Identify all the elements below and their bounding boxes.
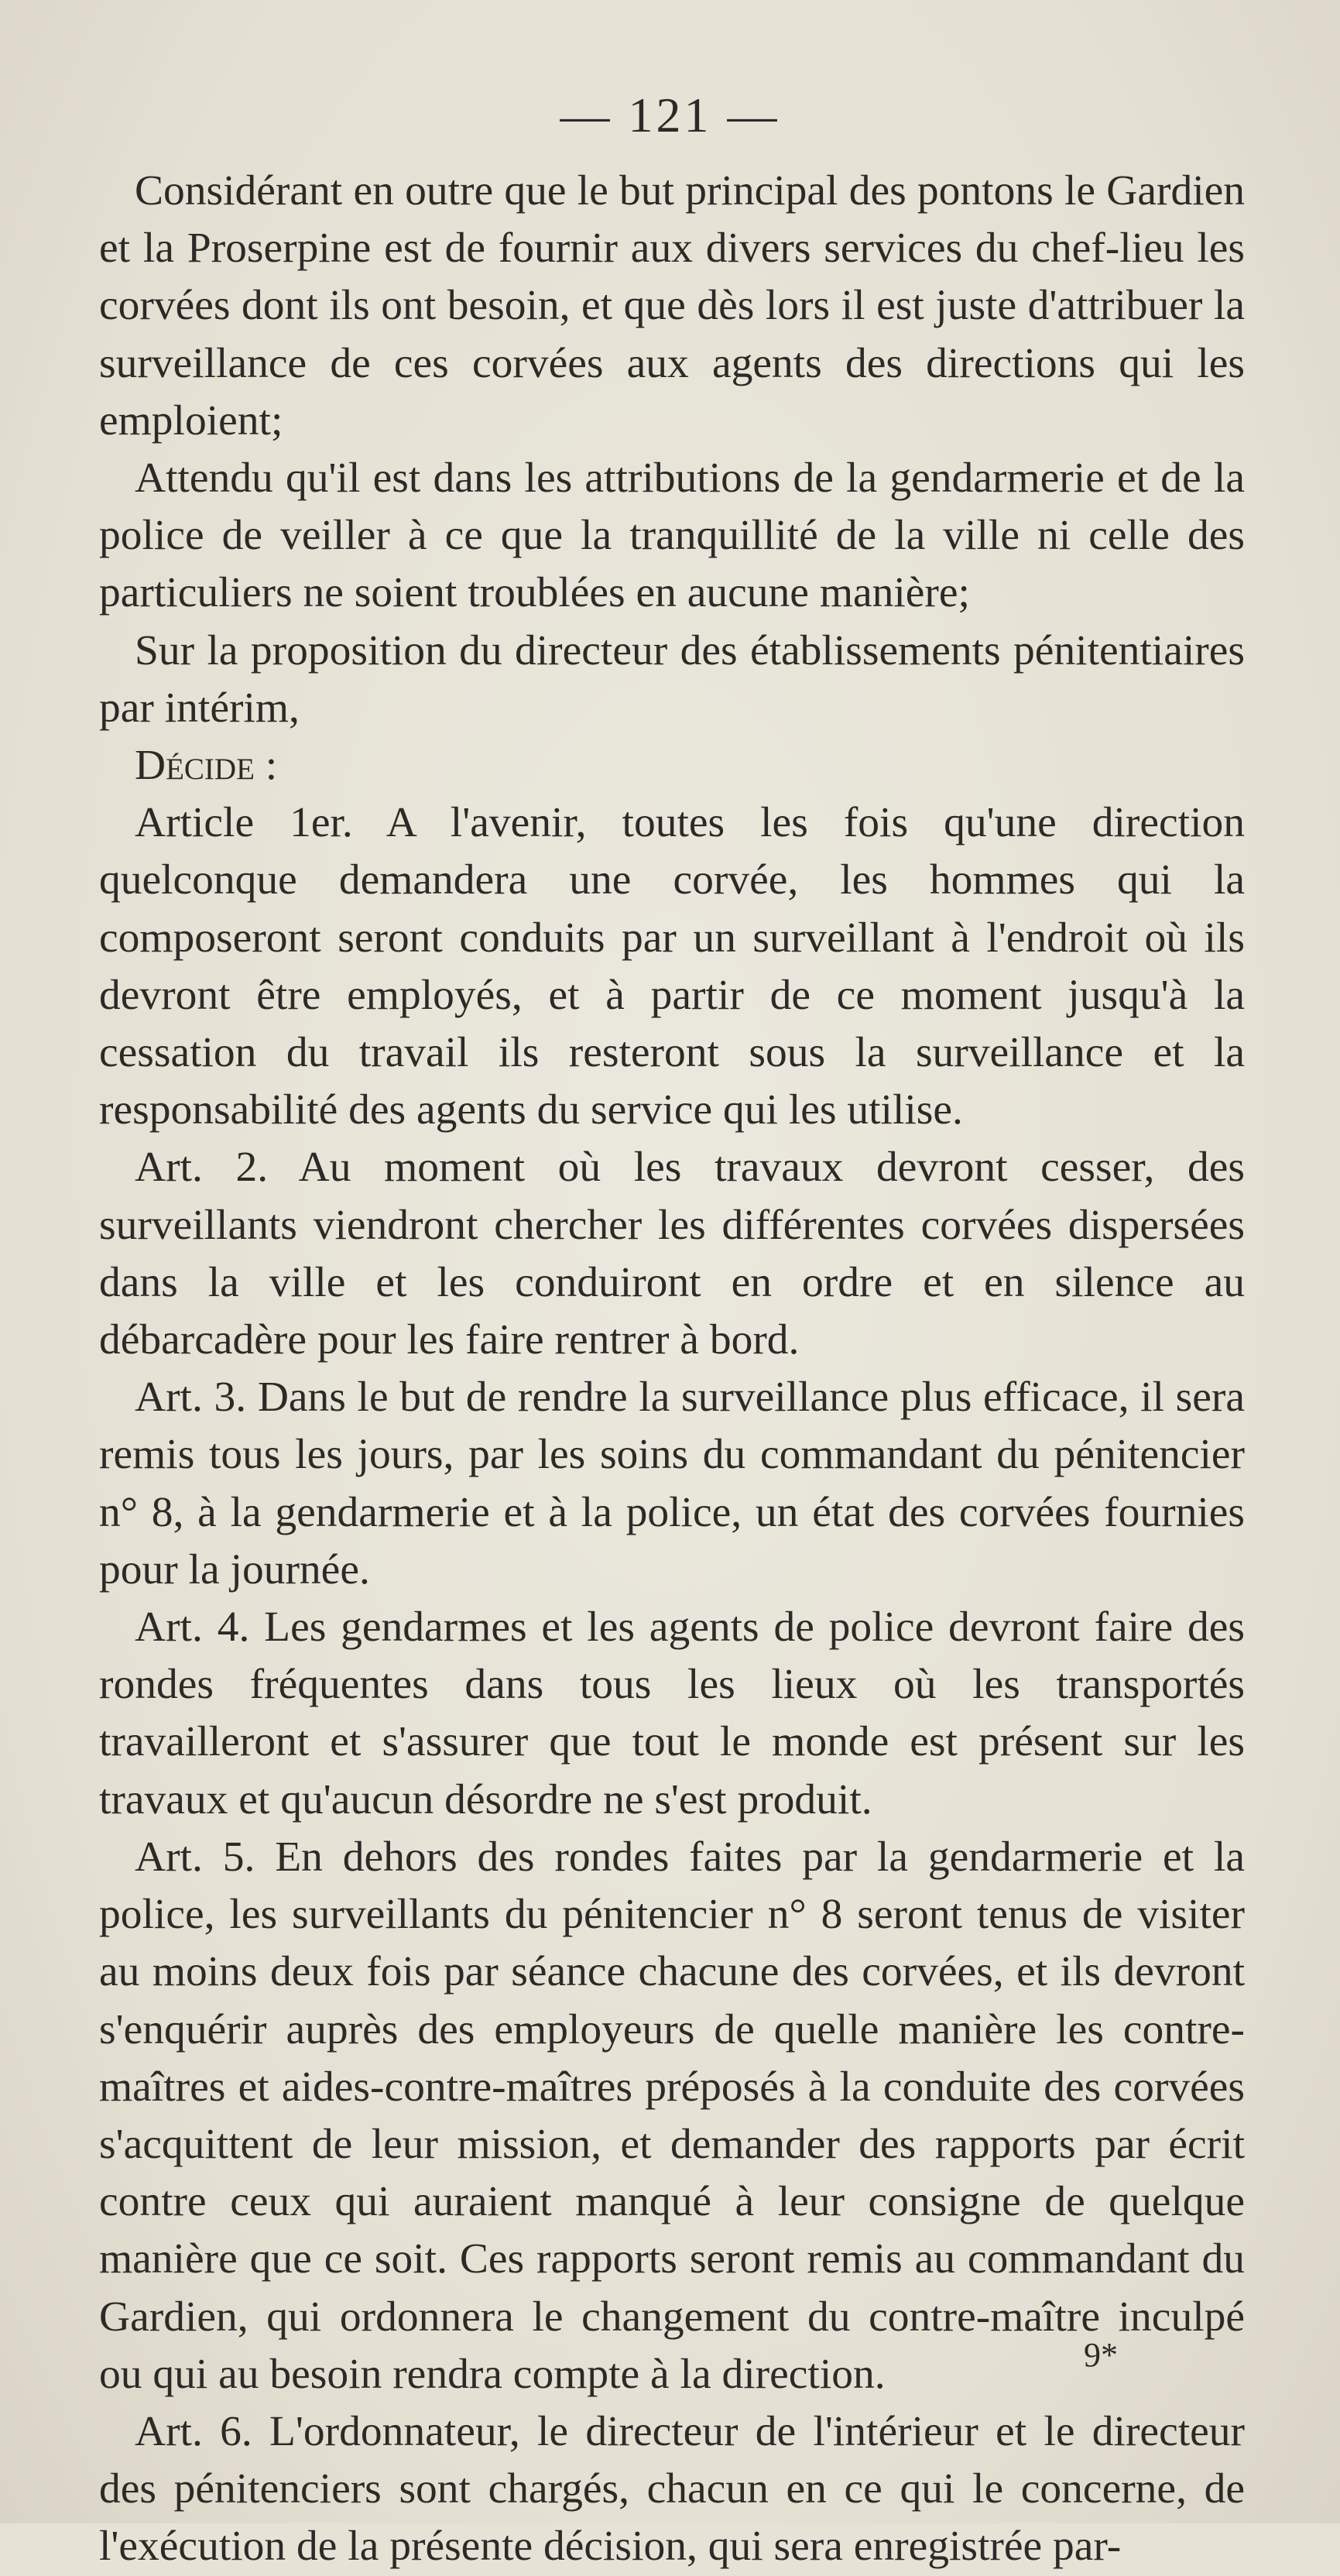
paragraph-article-2: Art. 2. Au moment où les travaux devront cesser, des surveillants viendront chercher les différentes corvées dispersées dans la ville et les conduiront en ordre et en silence au débarcadère pour les faire rentrer à bord. bbox=[99, 1144, 1245, 1364]
paragraph-proposition: Sur la proposition du directeur des établissements pénitentiaires par intérim, bbox=[99, 626, 1245, 732]
paragraph-article-4: Art. 4. Les gendarmes et les agents de police devront faire des rondes fréquentes dans tous les lieux où les transportés travailleront et s'assurer que tout le monde est présent sur les travaux et qu'aucun désordre ne s'est produit. bbox=[99, 1604, 1245, 1823]
paragraph-article-1: Article 1er. A l'avenir, toutes les fois qu'une direction quelconque demandera une corvée, les hommes qui la composeront seront conduits par un surveillant à l'endroit où ils devront être employés, et à partir de ce moment jusqu'à la cessation du travail ils resteront sous la surveillance et la responsabilité des agents du service qui les utilise. bbox=[99, 799, 1245, 1134]
paragraph-considerant: Considérant en outre que le but principal des pontons le Gardien et la Proserpine est de fournir aux divers services du chef-lieu les corvées dont ils ont besoin, et que dès lors il est juste d'attribuer la surveillance de ces corvées aux agents des directions qui les emploient; bbox=[99, 167, 1245, 444]
paragraph-article-6: Art. 6. L'ordonnateur, le directeur de l'intérieur et le directeur des pénitenciers sont chargés, chacun en ce qui le concerne, de l'exécution de la présente décision, qui sera enregistrée par- bbox=[99, 2407, 1245, 2571]
paragraph-attendu: Attendu qu'il est dans les attributions de la gendarmerie et de la police de veiller à ce que la tranquillité de la ville ni celle des particuliers ne soient troublées en aucune manière; bbox=[99, 454, 1245, 617]
paragraph-article-5: Art. 5. En dehors des rondes faites par la gendarmerie et la police, les surveillants du pénitencier n° 8 seront tenus de visiter au moins deux fois par séance chacune des corvées, et ils devront s'enquérir auprès des employeurs de quelle manière les contre-maîtres et aides-contre-maîtres préposés à la conduite des corvées s'acquittent de leur mission, et demander des rapports par écrit contre ceux qui auraient manqué à leur consigne de quelque manière que ce soit. Ces rapports seront remis au commandant du Gardien, qui ordonnera le changement du contre-maître inculpé ou qui au besoin rendra compte à la direction. bbox=[99, 1833, 1245, 2398]
paragraph-decide: Décide : bbox=[135, 742, 278, 790]
page-number: — 121 — bbox=[560, 87, 780, 142]
paragraph-article-3: Art. 3. Dans le but de rendre la surveillance plus efficace, il sera remis tous les jours, par les soins du commandant du pénitencier n° 8, à la gendarmerie et à la police, un état des corvées fournies pour la journée. bbox=[99, 1374, 1245, 1593]
document-body bbox=[99, 163, 1245, 2576]
signature-mark: 9* bbox=[1084, 2336, 1118, 2374]
